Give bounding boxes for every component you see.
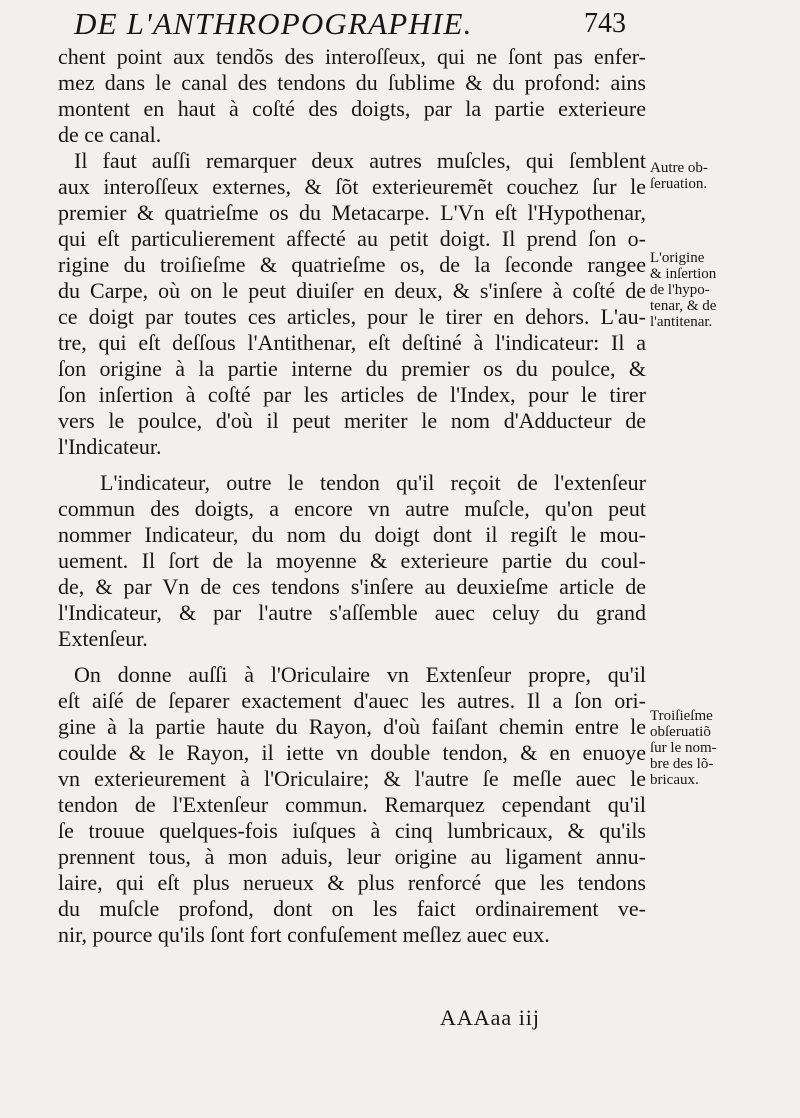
page-number: 743 bbox=[584, 8, 626, 39]
margin-note-lumbricals bbox=[650, 708, 742, 788]
text-line: vn exterieurement à l'Oriculaire; & l'autre ſe meſle auec le bbox=[58, 766, 646, 791]
text-line: rigine du troiſieſme & quatrieſme os, de la ſeconde rangee bbox=[58, 252, 646, 277]
text-line: montent en haut à coſté des doigts, par la partie exterieure bbox=[58, 96, 646, 121]
text-line: coulde & le Rayon, il iette vn double tendon, & en enuoye bbox=[58, 740, 646, 765]
margin-note-observation bbox=[650, 160, 742, 192]
text-line: qui eſt particulierement affecté au petit doigt. Il prend ſon o- bbox=[58, 226, 646, 251]
text-line: du Carpe, où on le peut diuiſer en deux, & s'inſere à coſté de bbox=[58, 278, 646, 303]
text-line: ſon inſertion à coſté par les articles de l'Index, pour le tirer bbox=[58, 382, 646, 407]
text-line: ſon origine à la partie interne du premier os du poulce, & bbox=[58, 356, 646, 381]
text-line: laire, qui eſt plus nerueux & plus renforcé que les tendons bbox=[58, 870, 646, 895]
text-line: l'Indicateur. bbox=[58, 434, 162, 459]
text-line: L'indicateur, outre le tendon qu'il reçoit de l'extenſeur bbox=[100, 470, 646, 495]
text-line: nommer Indicateur, du nom du doigt dont il regiſt le mou- bbox=[58, 522, 646, 547]
margin-note-line: tenar, & de bbox=[650, 298, 717, 314]
text-line: nir, pource qu'ils ſont fort confuſement meſlez auec eux. bbox=[58, 922, 550, 947]
text-line: mez dans le canal des tendons du ſublime & du profond: ains bbox=[58, 70, 646, 95]
text-line: prennent tous, à mon aduis, leur origine au ligament annu- bbox=[58, 844, 646, 869]
text-line: commun des doigts, a encore vn autre muſcle, qu'on peut bbox=[58, 496, 646, 521]
text-line: vers le poulce, d'où il peut meriter le nom d'Adducteur de bbox=[58, 408, 646, 433]
text-line: de, & par Vn de ces tendons s'inſere au deuxieſme article de bbox=[58, 574, 646, 599]
text-line: tre, qui eſt deſſous l'Antithenar, eſt deſtiné à l'indicateur: Il a bbox=[58, 330, 646, 355]
text-line: uement. Il ſort de la moyenne & exterieure partie du coul- bbox=[58, 548, 646, 573]
running-title: DE L'ANTHROPOGRAPHIE. bbox=[74, 6, 473, 41]
text-line: ce doigt par toutes ces articles, pour le tirer en dehors. L'au- bbox=[58, 304, 646, 329]
margin-note-line: l'antitenar. bbox=[650, 314, 713, 330]
margin-note-line: obſeruatiõ bbox=[650, 724, 711, 740]
signature-mark: AAAaa iij bbox=[440, 1005, 541, 1030]
text-line: premier & quatrieſme os du Metacarpe. L'Vn eſt l'Hypothenar, bbox=[58, 200, 646, 225]
text-line: de ce canal. bbox=[58, 122, 162, 147]
margin-note-line: Autre ob- bbox=[650, 160, 708, 176]
margin-note-line: & inſertion bbox=[650, 266, 717, 282]
text-line: ſe trouue quelques-fois iuſques à cinq lumbricaux, & qu'ils bbox=[58, 818, 646, 843]
text-line: gine à la partie haute du Rayon, d'où faiſant chemin entre le bbox=[58, 714, 646, 739]
margin-note-line: ſur le nom- bbox=[650, 740, 717, 756]
margin-note-line: bricaux. bbox=[650, 772, 699, 788]
text-line: du muſcle profond, dont on les faict ordinairement ve- bbox=[58, 896, 646, 921]
text-line: aux interoſſeux externes, & ſõt exterieuremẽt couchez ſur le bbox=[58, 174, 646, 199]
margin-note-line: ſeruation. bbox=[650, 176, 708, 192]
margin-note-line: Troiſieſme bbox=[650, 708, 713, 724]
margin-note-line: L'origine bbox=[650, 250, 705, 266]
text-line: l'Indicateur, & par l'autre s'aſſemble auec celuy du grand bbox=[58, 600, 646, 625]
text-line: eſt aiſé de ſeparer exactement d'auec les autres. Il a ſon ori- bbox=[58, 688, 646, 713]
margin-note-origin-insertion bbox=[650, 250, 742, 330]
text-line: On donne auſſi à l'Oriculaire vn Extenſeur propre, qu'il bbox=[74, 662, 646, 687]
page-header bbox=[74, 4, 654, 44]
margin-note-line: bre des lõ- bbox=[650, 756, 714, 772]
text-line: Il faut auſſi remarquer deux autres muſcles, qui ſemblent bbox=[74, 148, 646, 173]
text-line: tendon de l'Extenſeur commun. Remarquez cependant qu'il bbox=[58, 792, 646, 817]
text-line: Extenſeur. bbox=[58, 626, 148, 651]
text-line: chent point aux tendõs des interoſſeux, qui ne ſont pas enfer- bbox=[58, 44, 646, 69]
margin-note-line: de l'hypo- bbox=[650, 282, 710, 298]
